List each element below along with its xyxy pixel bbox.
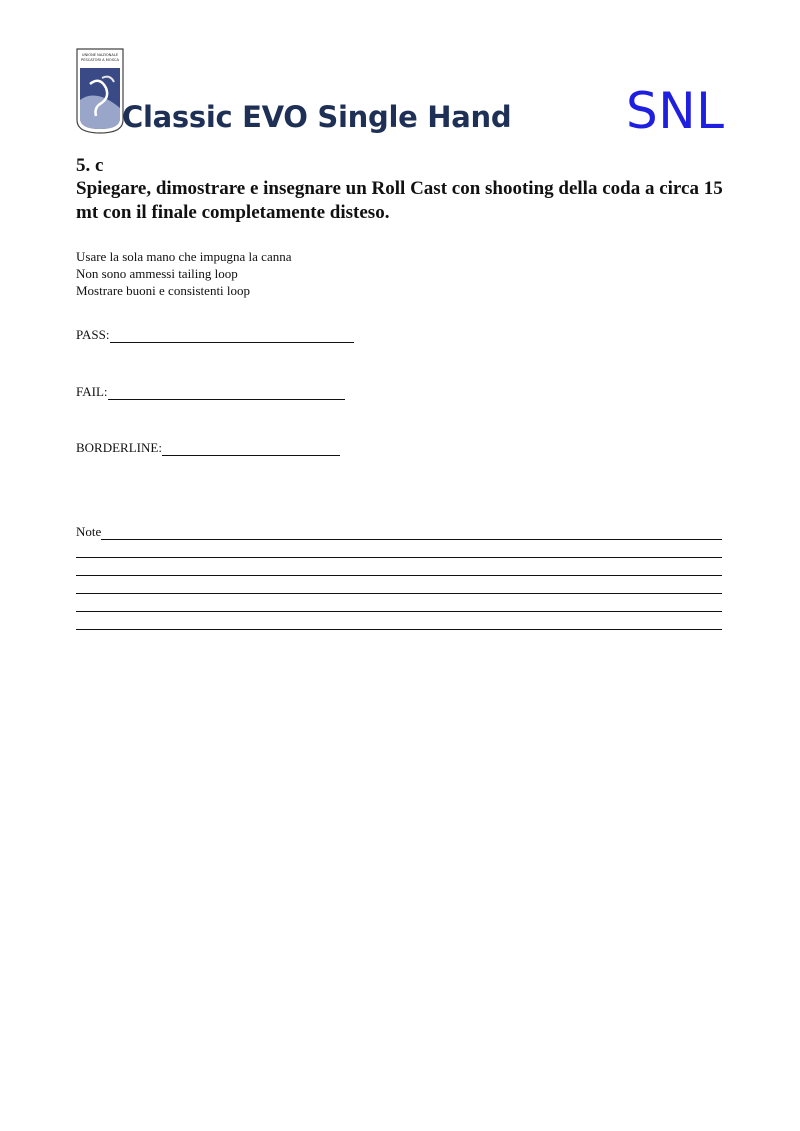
unpm-logo [76, 48, 124, 134]
notes-section [76, 524, 722, 630]
notes-line[interactable] [76, 594, 722, 612]
fail-label: FAIL: [76, 384, 108, 399]
notes-label: Note [76, 524, 102, 539]
logo-text: UNIONE NAZIONALE [81, 53, 119, 57]
rule-item: Mostrare buoni e consistenti loop [76, 283, 251, 298]
exercise-description: Spiegare, dimostrare e insegnare un Roll Cast con shooting della coda a circa 15 mt con il finale completamente disteso. [76, 178, 723, 223]
rule-item: Non sono ammessi tailing loop [76, 266, 238, 281]
borderline-row [76, 440, 340, 456]
fail-field[interactable] [108, 385, 345, 400]
svg-text:PESCATORI A MOSCA: PESCATORI A MOSCA [81, 58, 119, 62]
pass-label: PASS: [76, 327, 110, 342]
notes-line[interactable] [76, 612, 722, 630]
notes-field[interactable] [101, 525, 722, 540]
exercise-number: 5. c [76, 155, 104, 176]
rules-list [76, 248, 292, 299]
level-badge: SNL [626, 82, 725, 140]
notes-line[interactable] [76, 540, 722, 558]
pass-field[interactable] [110, 328, 354, 343]
rule-item: Usare la sola mano che impugna la canna [76, 249, 292, 264]
fail-row [76, 384, 345, 400]
page-title: Classic EVO Single Hand [122, 100, 512, 134]
notes-line[interactable] [76, 576, 722, 594]
notes-line[interactable] [76, 558, 722, 576]
pass-row [76, 327, 354, 343]
borderline-label: BORDERLINE: [76, 440, 162, 455]
borderline-field[interactable] [162, 441, 340, 456]
